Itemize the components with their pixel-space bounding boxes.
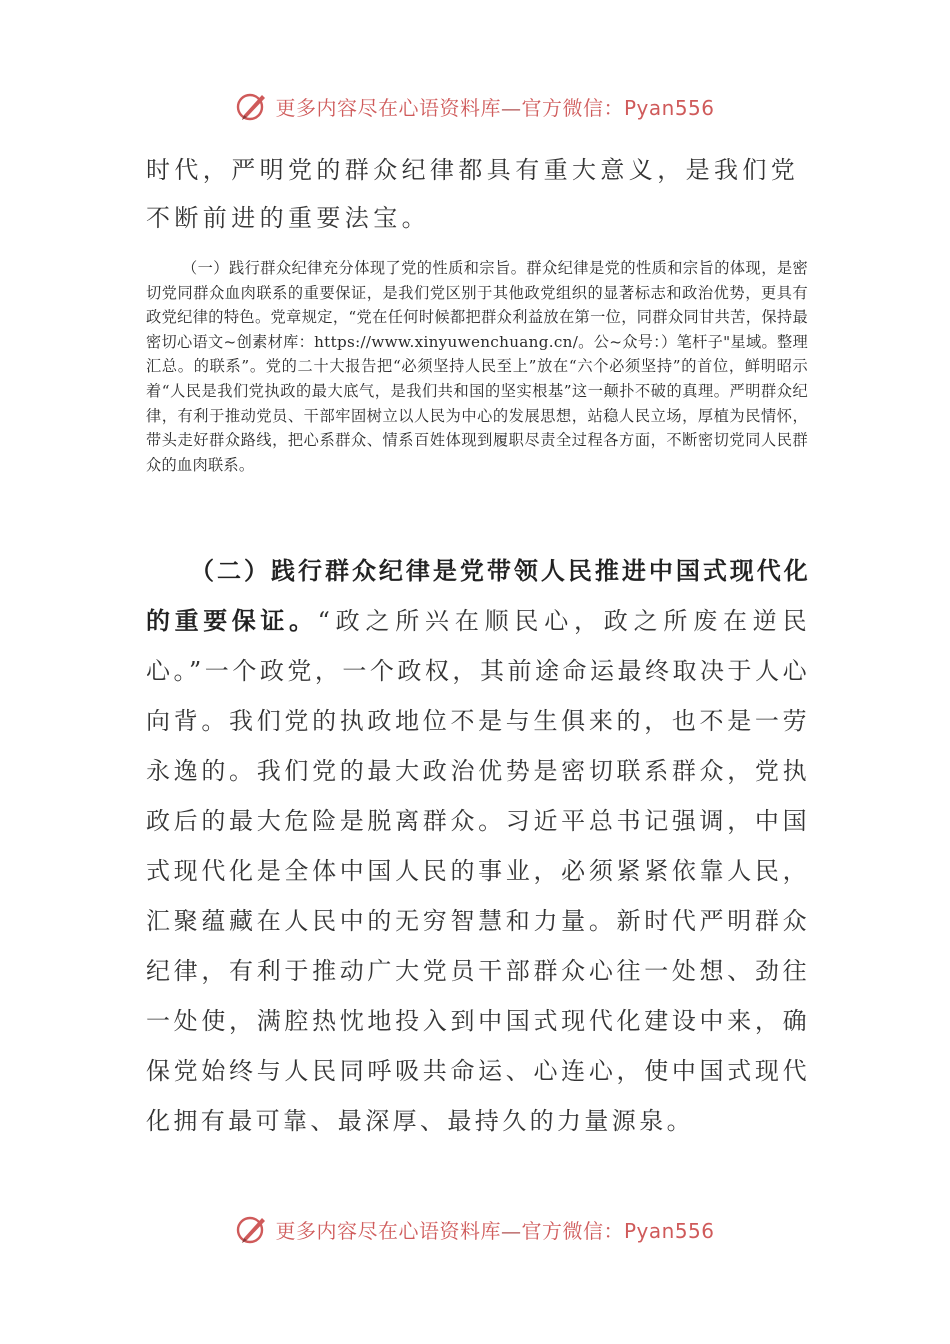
header-banner (0, 86, 950, 126)
intro-paragraph: 时代，严明党的群众纪律都具有重大意义，是我们党不断前进的重要法宝。 (146, 156, 800, 232)
banner-site-text: 更多内容尽在心语资料库 (275, 1218, 501, 1243)
banner-wechat-label: 官方微信： (521, 1218, 624, 1243)
banner-text (275, 92, 714, 121)
pen-logo-icon (235, 1212, 269, 1246)
section-2-heading: （二）践行群众纪律是党带领人民推进中国式现代化的重要保证。 (146, 557, 810, 635)
section-2-paragraph (146, 546, 810, 1146)
banner-separator: — (500, 1218, 522, 1243)
pen-logo-icon (235, 89, 269, 123)
section-2-body: “政之所兴在顺民心，政之所废在逆民心。”一个政党，一个政权，其前途命运最终取决于人心向背。我们党的执政地位不是与生俱来的，也不是一劳永逸的。我们党的最大政治优势是密切联系群众，党执政后的最大危险是脱离群众。习近平总书记强调，中国式现代化是全体中国人民的事业，必须紧紧依靠人民，汇聚蕴藏在人民中的无穷智慧和力量。新时代严明群众纪律，有利于推动广大党员干部群众心往一处想、劲往一处使，满腔热忱地投入到中国式现代化建设中来，确保党始终与人民同呼吸共命运、心连心，使中国式现代化拥有最可靠、最深厚、最持久的力量源泉。 (146, 607, 810, 1135)
banner-wechat-id: Pyan556 (623, 95, 715, 120)
banner-separator: — (500, 95, 522, 120)
footer-banner (0, 1209, 950, 1249)
banner-text (275, 1215, 714, 1244)
banner-site-text: 更多内容尽在心语资料库 (275, 95, 501, 120)
banner-wechat-id: Pyan556 (623, 1218, 715, 1243)
section-1-paragraph: （一）践行群众纪律充分体现了党的性质和宗旨。群众纪律是党的性质和宗旨的体现，是密切党同群众血肉联系的重要保证，是我们党区别于其他政党组织的显著标志和政治优势，更具有政党纪律的特色。党章规定，“党在任何时候都把群众利益放在第一位，同群众同甘共苦，保持最密切心语文~创素材库：https://www.xinyuwenchuang.cn/。公~众号：）笔杆子"星域。整理汇总。的联系”。党的二十大报告把“必须坚持人民至上”放在“六个必须坚持”的首位，鲜明昭示着“人民是我们党执政的最大底气，是我们共和国的坚实根基”这一颠扑不破的真理。严明群众纪律，有利于推动党员、干部牢固树立以人民为中心的发展思想，站稳人民立场，厚植为民情怀，带头走好群众路线，把心系群众、情系百姓体现到履职尽责全过程各方面，不断密切党同人民群众的血肉联系。 (146, 259, 808, 474)
banner-wechat-label: 官方微信： (521, 95, 624, 120)
